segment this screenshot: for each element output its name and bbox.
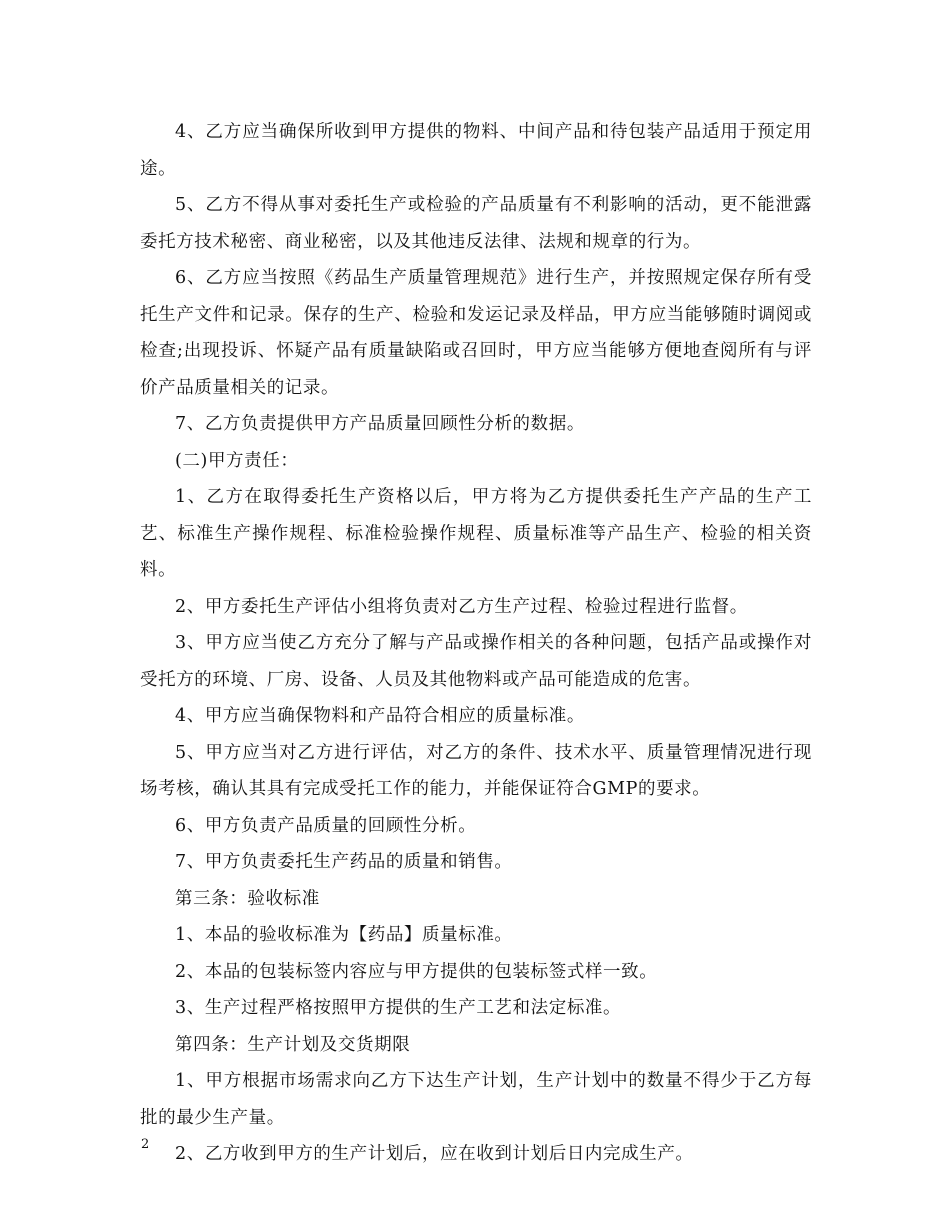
paragraph-jia-item-1: 1、乙方在取得委托生产资格以后，甲方将为乙方提供委托生产产品的生产工艺、标准生产操作规程、标准检验操作规程、质量标准等产品生产、检验的相关资料。 [140, 487, 812, 580]
paragraph-jia-item-3: 3、甲方应当使乙方充分了解与产品或操作相关的各种问题，包括产品或操作对受托方的环境、厂房、设备、人员及其他物料或产品可能造成的危害。 [140, 633, 812, 690]
paragraph-yi-item-7: 7、乙方负责提供甲方产品质量回顾性分析的数据。 [175, 414, 585, 434]
paragraph-acceptance-item-3: 3、生产过程严格按照甲方提供的生产工艺和法定标准。 [175, 998, 622, 1018]
paragraph-jia-item-5: 5、甲方应当对乙方进行评估，对乙方的条件、技术水平、质量管理情况进行现场考核，确认其具有完成受托工作的能力，并能保证符合GMP的要求。 [140, 742, 812, 799]
article-heading-production-plan: 第四条：生产计划及交货期限 [175, 1034, 411, 1055]
paragraph-plan-item-1: 1、甲方根据市场需求向乙方下达生产计划，生产计划中的数量不得少于乙方每批的最少生产量。 [140, 1071, 812, 1128]
document-body [140, 114, 812, 1173]
paragraph-jia-item-7: 7、甲方负责委托生产药品的质量和销售。 [175, 852, 513, 872]
paragraph-yi-item-4: 4、乙方应当确保所收到甲方提供的物料、中间产品和待包装产品适用于预定用途。 [140, 122, 812, 179]
paragraph-acceptance-item-2: 2、本品的包装标签内容应与甲方提供的包装标签式样一致。 [175, 961, 658, 982]
paragraph-plan-item-2: 2、乙方收到甲方的生产计划后，应在收到计划后日内完成生产。 [175, 1144, 694, 1164]
paragraph-jia-item-4: 4、甲方应当确保物料和产品符合相应的质量标准。 [175, 706, 585, 726]
paragraph-yi-item-5: 5、乙方不得从事对委托生产或检验的产品质量有不利影响的活动，更不能泄露委托方技术秘密、商业秘密，以及其他违反法律、法规和规章的行为。 [140, 195, 812, 252]
article-heading-acceptance-standard: 第三条：验收标准 [175, 888, 320, 909]
section-heading-jia-responsibilities: (二)甲方责任： [175, 450, 299, 471]
paragraph-jia-item-2: 2、甲方委托生产评估小组将负责对乙方生产过程、检验过程进行监督。 [175, 596, 748, 617]
paragraph-acceptance-item-1: 1、本品的验收标准为【药品】质量标准。 [175, 925, 513, 945]
paragraph-jia-item-6: 6、甲方负责产品质量的回顾性分析。 [175, 815, 477, 836]
page-number: 2 [141, 1137, 150, 1152]
paragraph-yi-item-6: 6、乙方应当按照《药品生产质量管理规范》进行生产，并按照规定保存所有受托生产文件和记录。保存的生产、检验和发运记录及样品，甲方应当能够随时调阅或检查;出现投诉、怀疑产品有质量缺陷或召回时，甲方应当能够方便地查阅所有与评价产品质量相关的记录。 [140, 268, 812, 398]
